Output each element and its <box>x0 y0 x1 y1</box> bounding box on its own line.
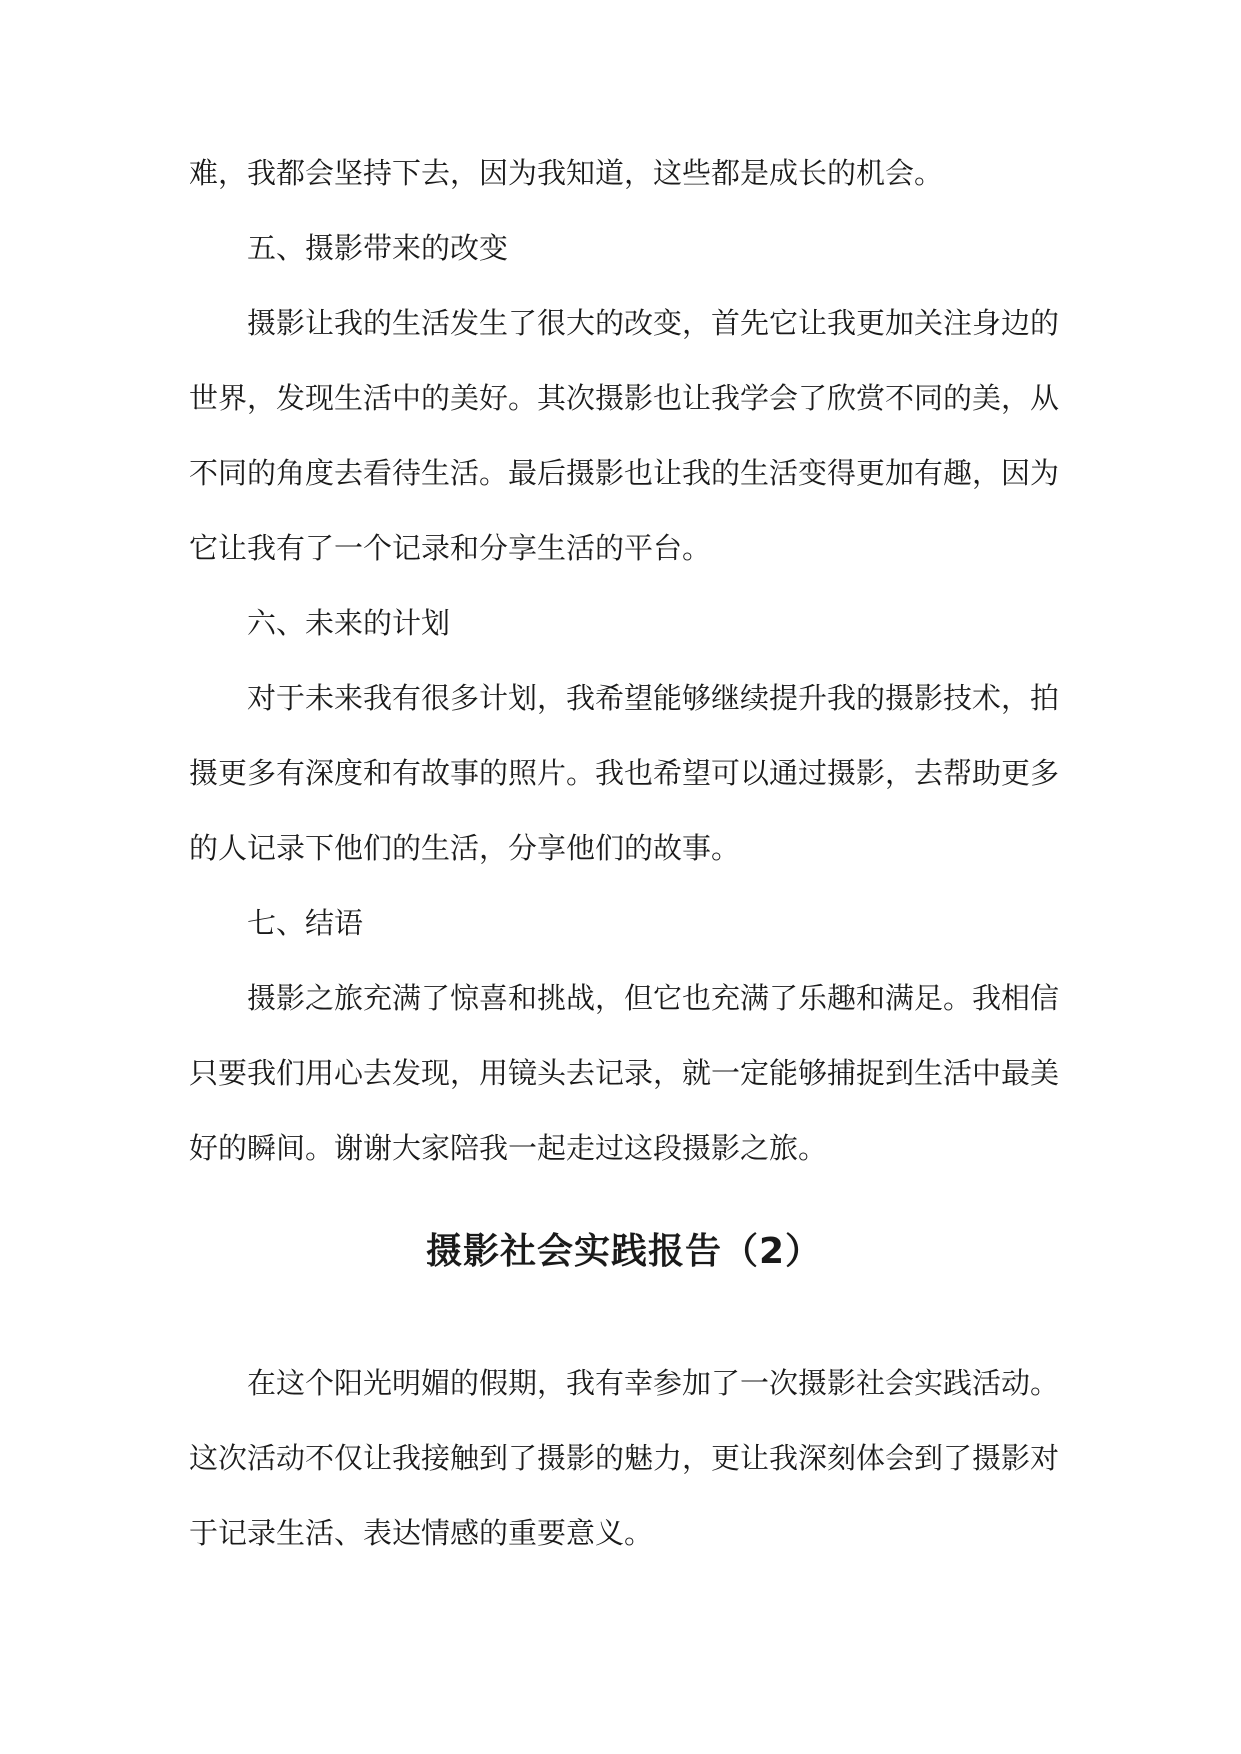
paragraph-conclusion: 摄影之旅充满了惊喜和挑战，但它也充满了乐趣和满足。我相信只要我们用心去发现，用镜头去记录，就一定能够捕捉到生活中最美好的瞬间。谢谢大家陪我一起走过这段摄影之旅。 <box>189 981 1060 1165</box>
paragraph-continuation: 难，我都会坚持下去，因为我知道，这些都是成长的机会。 <box>189 156 944 190</box>
document-body <box>189 136 1059 1571</box>
paragraph-future-plans: 对于未来我有很多计划，我希望能够继续提升我的摄影技术，拍摄更多有深度和有故事的照片。我也希望可以通过摄影，去帮助更多的人记录下他们的生活，分享他们的故事。 <box>189 681 1060 865</box>
section-heading-five: 五、摄影带来的改变 <box>247 231 509 265</box>
section-heading-six: 六、未来的计划 <box>247 606 451 640</box>
paragraph-changes: 摄影让我的生活发生了很大的改变，首先它让我更加关注身边的世界，发现生活中的美好。其次摄影也让我学会了欣赏不同的美，从不同的角度去看待生活。最后摄影也让我的生活变得更加有趣，因为它让我有了一个记录和分享生活的平台。 <box>189 306 1060 565</box>
report-title: 摄影社会实践报告（2） <box>425 1231 823 1272</box>
section-heading-seven: 七、结语 <box>247 906 364 940</box>
paragraph-intro: 在这个阳光明媚的假期，我有幸参加了一次摄影社会实践活动。这次活动不仅让我接触到了摄影的魅力，更让我深刻体会到了摄影对于记录生活、表达情感的重要意义。 <box>189 1366 1060 1550</box>
